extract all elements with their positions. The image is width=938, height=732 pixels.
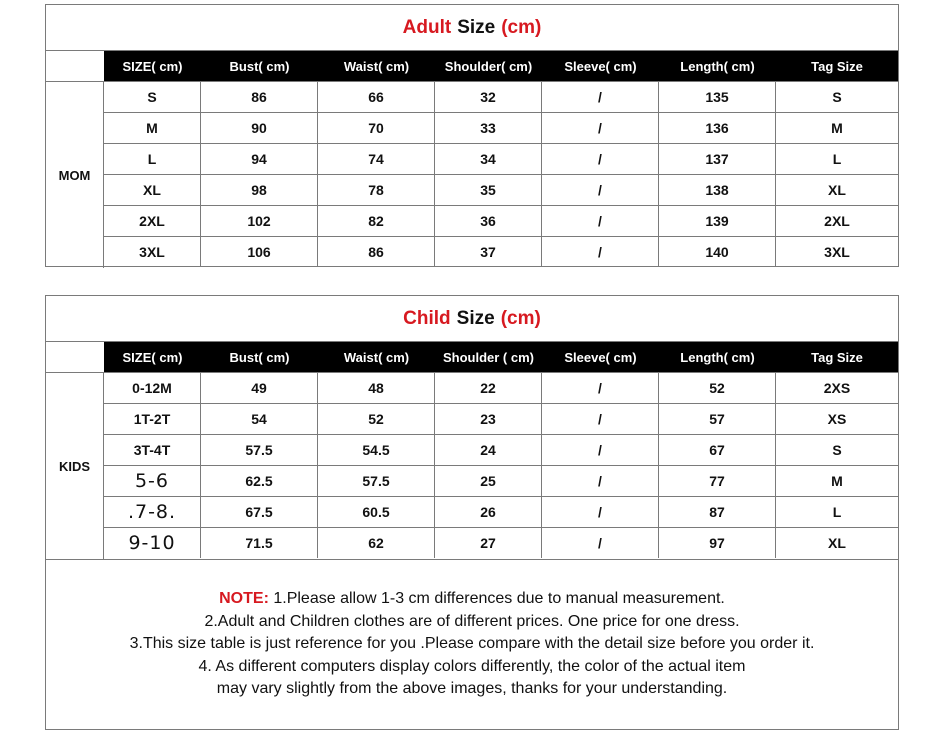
table-row	[104, 465, 898, 496]
table-cell: S	[104, 82, 201, 112]
table-cell: 136	[659, 113, 776, 143]
table-cell: /	[542, 206, 659, 236]
table-cell: 82	[318, 206, 435, 236]
table-cell: M	[831, 473, 843, 489]
header-cell: Tag Size	[811, 349, 863, 365]
table-cell: 9-10	[104, 528, 201, 558]
note-line-3: 3.This size table is just reference for you .Please compare with the detail size before you order it.	[129, 635, 815, 653]
header-cell: Shoulder ( cm)	[442, 349, 534, 365]
header-cell: Sleeve( cm)	[564, 58, 637, 74]
table-cell: 24	[435, 435, 542, 465]
table-row	[104, 372, 898, 403]
table-cell: /	[542, 497, 659, 527]
table-cell: /	[542, 435, 659, 465]
table-cell: 102	[201, 206, 318, 236]
table-row	[104, 496, 898, 527]
group-label-mom: MOM	[46, 81, 104, 268]
table-cell: 25	[435, 466, 542, 496]
table-row	[104, 434, 898, 465]
table-cell: L	[832, 151, 842, 167]
table-row	[104, 143, 898, 174]
table-cell: 1T-2T	[104, 404, 201, 434]
table-cell: M	[104, 113, 201, 143]
table-cell: 5-6	[104, 466, 201, 496]
table-cell: 60.5	[318, 497, 435, 527]
table-cell: XL	[104, 175, 201, 205]
header-row	[104, 51, 898, 81]
title-red-word: Adult	[402, 16, 452, 38]
table-cell: 74	[318, 144, 435, 174]
table-cell: /	[542, 466, 659, 496]
table-cell: 67	[659, 435, 776, 465]
table-cell: 52	[659, 373, 776, 403]
header-cell: Tag Size	[811, 58, 863, 74]
table-cell: 23	[435, 404, 542, 434]
table-cell: 37	[435, 237, 542, 267]
table-cell: 106	[201, 237, 318, 267]
note-section	[46, 559, 898, 729]
title-unit: (cm)	[500, 307, 541, 329]
table-cell: 57.5	[318, 466, 435, 496]
table-cell: 70	[318, 113, 435, 143]
table-row	[104, 205, 898, 236]
table-cell: 87	[659, 497, 776, 527]
table-cell: S	[832, 89, 842, 105]
table-row	[104, 527, 898, 558]
table-cell: 54.5	[318, 435, 435, 465]
table-cell: 34	[435, 144, 542, 174]
table-cell: 77	[659, 466, 776, 496]
table-cell: M	[831, 120, 843, 136]
table-cell: 2XS	[823, 380, 851, 396]
table-cell: 139	[659, 206, 776, 236]
header-cell: Waist( cm)	[343, 58, 410, 74]
table-cell: 97	[659, 528, 776, 558]
table-cell: /	[542, 373, 659, 403]
table-cell: 3XL	[104, 237, 201, 267]
table-cell: 138	[659, 175, 776, 205]
table-cell: 57	[659, 404, 776, 434]
table-cell: 35	[435, 175, 542, 205]
table-cell: 52	[318, 404, 435, 434]
table-cell: 67.5	[201, 497, 318, 527]
table-cell: XL	[828, 535, 846, 551]
table-cell: XS	[827, 411, 847, 427]
table-cell: 2XL	[104, 206, 201, 236]
table-cell: 78	[318, 175, 435, 205]
note-line-1	[219, 588, 725, 611]
table-cell: L	[832, 504, 842, 520]
table-cell: 137	[659, 144, 776, 174]
header-cell: Shoulder( cm)	[444, 58, 533, 74]
table-cell: L	[104, 144, 201, 174]
group-label-kids: KIDS	[46, 372, 104, 559]
table-cell: 0-12M	[104, 373, 201, 403]
table-cell: 71.5	[201, 528, 318, 558]
table-cell: /	[542, 528, 659, 558]
child-table-title	[46, 296, 898, 342]
table-row	[104, 174, 898, 205]
table-cell: /	[542, 113, 659, 143]
table-cell: 57.5	[201, 435, 318, 465]
title-black-word: Size	[457, 16, 496, 38]
table-cell: 27	[435, 528, 542, 558]
header-cell: Length( cm)	[680, 58, 755, 74]
table-cell: 90	[201, 113, 318, 143]
table-cell: 36	[435, 206, 542, 236]
table-cell: /	[542, 175, 659, 205]
table-cell: 49	[201, 373, 318, 403]
header-cell: Sleeve( cm)	[564, 349, 637, 365]
table-cell: XL	[828, 182, 846, 198]
table-cell: 48	[318, 373, 435, 403]
header-cell: Waist( cm)	[343, 349, 410, 365]
table-cell: 98	[201, 175, 318, 205]
table-row	[104, 112, 898, 143]
note-line-4: 4. As different computers display colors differently, the color of the actual item	[198, 657, 746, 675]
table-cell: /	[542, 144, 659, 174]
table-cell: 33	[435, 113, 542, 143]
header-cell: SIZE( cm)	[122, 58, 183, 74]
note-line-5: may vary slightly from the above images, thanks for your understanding.	[216, 680, 728, 698]
note-label: NOTE:	[219, 590, 269, 608]
child-size-table	[45, 295, 899, 730]
table-row	[104, 403, 898, 434]
table-cell: 54	[201, 404, 318, 434]
table-cell: 66	[318, 82, 435, 112]
table-cell: 86	[201, 82, 318, 112]
table-cell: /	[542, 237, 659, 267]
note-text: 1.Please allow 1-3 cm differences due to manual measurement.	[268, 590, 725, 608]
table-cell: /	[542, 404, 659, 434]
title-unit: (cm)	[501, 16, 542, 38]
table-cell: 140	[659, 237, 776, 267]
table-cell: 3XL	[824, 244, 850, 260]
table-row	[104, 236, 898, 267]
table-cell: 2XL	[824, 213, 850, 229]
table-cell: 135	[659, 82, 776, 112]
header-cell: SIZE( cm)	[122, 349, 183, 365]
table-row	[104, 81, 898, 112]
table-cell: 32	[435, 82, 542, 112]
title-black-word: Size	[456, 307, 495, 329]
table-cell: /	[542, 82, 659, 112]
header-row	[104, 342, 898, 372]
header-cell: Bust( cm)	[229, 58, 290, 74]
table-cell: 3T-4T	[104, 435, 201, 465]
header-cell: Bust( cm)	[229, 349, 290, 365]
table-cell: 26	[435, 497, 542, 527]
adult-table-title	[46, 5, 898, 51]
table-cell: 62.5	[201, 466, 318, 496]
table-cell: 94	[201, 144, 318, 174]
table-cell: S	[832, 442, 842, 458]
table-cell: 62	[318, 528, 435, 558]
title-red-word: Child	[403, 307, 451, 329]
adult-size-table	[45, 4, 899, 267]
table-cell: 22	[435, 373, 542, 403]
note-line-2: 2.Adult and Children clothes are of different prices. One price for one dress.	[204, 612, 740, 630]
table-cell: 86	[318, 237, 435, 267]
table-cell: .7-8.	[104, 497, 201, 527]
header-cell: Length( cm)	[680, 349, 755, 365]
